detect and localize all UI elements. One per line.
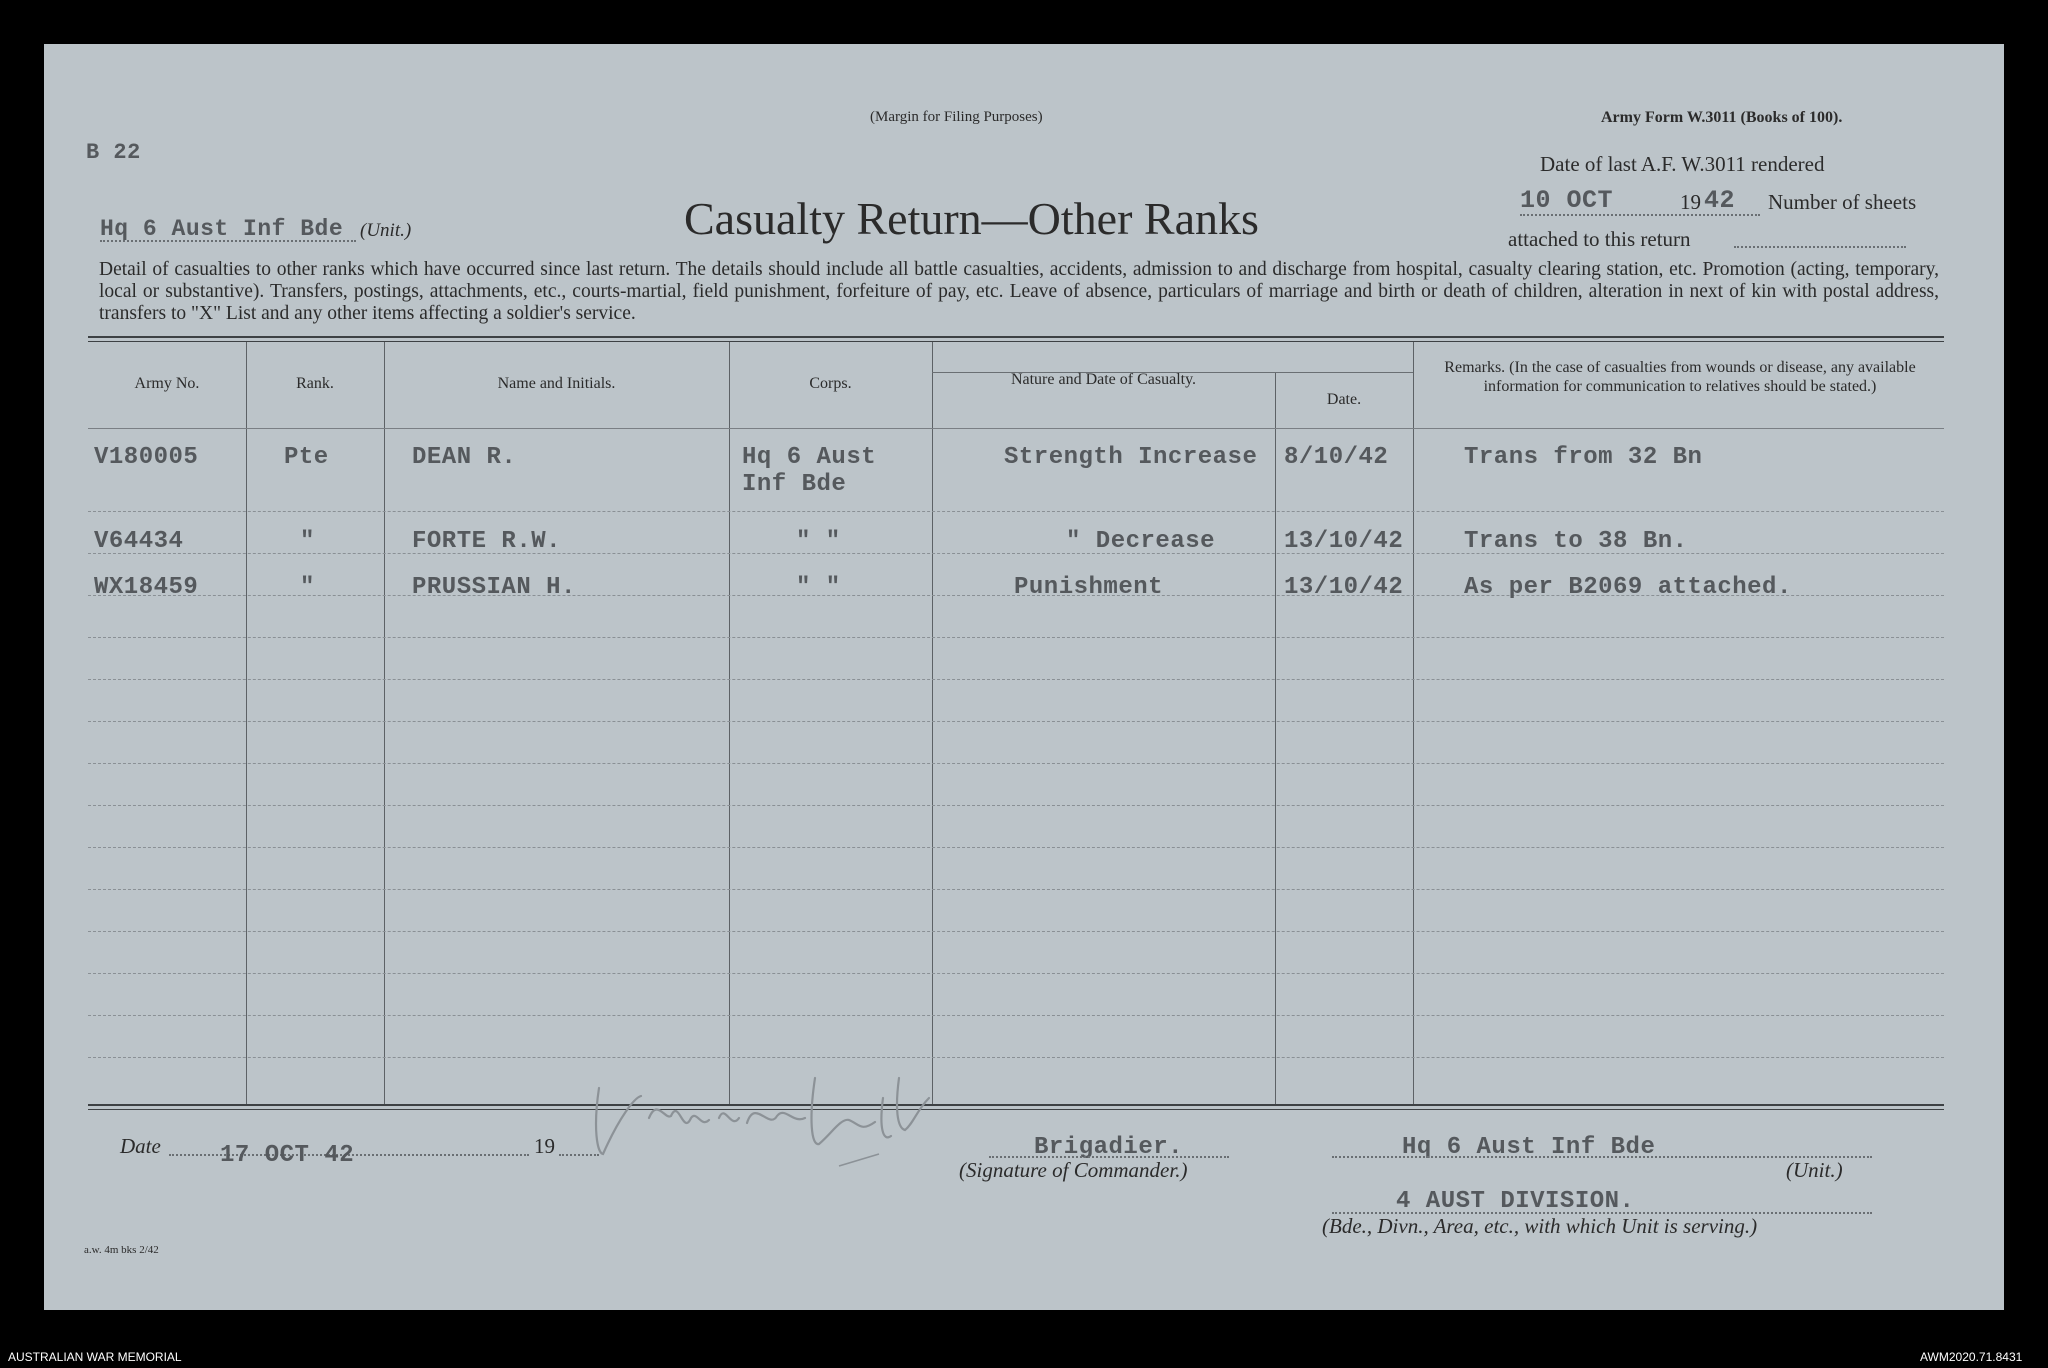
archive-reference: AWM2020.71.8431 — [1920, 1350, 2023, 1364]
page-title: Casualty Return—Other Ranks — [684, 193, 1259, 244]
year-prefix: 19 — [1680, 190, 1701, 214]
header-nature: Nature and Date of Casualty. — [1010, 371, 1197, 388]
row-2-remarks: Trans to 38 Bn. — [1464, 528, 1688, 555]
row-1-corps: Hq 6 Aust Inf Bde — [742, 444, 877, 498]
margin-note: (Margin for Filing Purposes) — [870, 109, 1043, 125]
row-3-corps: " " — [796, 574, 841, 601]
row-3-remarks: As per B2069 attached. — [1464, 574, 1792, 601]
row-2-nature: " Decrease — [1066, 528, 1216, 555]
intro-paragraph: Detail of casualties to other ranks which have occurred since last return. The details should include all battle casualties, accidents, admission to and discharge from hospital, casualty clearing station, etc. Promotion (acting, temporary, local or substantive). Transfers, postings, attachments, etc., courts-martial, field punishment, forfeiture of pay, etc. Leave of absence, particulars of marriage and birth or death of children, alteration in next of kin with postal address, transfers to "X" List and any other items affecting a soldier's service. — [99, 259, 1939, 324]
row-3-army-no: WX18459 — [94, 574, 199, 601]
division-value: 4 AUST DIVISION. — [1396, 1188, 1635, 1215]
date-last-label: Date of last A.F. W.3011 rendered — [1540, 152, 1825, 176]
print-code: a.w. 4m bks 2/42 — [84, 1244, 159, 1256]
row-2-date: 13/10/42 — [1284, 528, 1404, 555]
date-last-value: 10 OCT — [1520, 186, 1614, 215]
row-1-rank: Pte — [284, 444, 329, 471]
header-army-no: Army No. — [134, 375, 200, 392]
row-1-nature: Strength Increase — [1004, 444, 1258, 471]
row-2-rank: " — [300, 528, 315, 555]
row-1-name: DEAN R. — [412, 444, 517, 471]
row-1-remarks: Trans from 32 Bn — [1464, 444, 1703, 471]
row-3-nature: Punishment — [1014, 574, 1164, 601]
row-1-army-no: V180005 — [94, 444, 199, 471]
unit-label: (Unit.) — [360, 220, 412, 241]
footer-date-value: 17 OCT 42 — [220, 1142, 355, 1169]
form-sheet — [44, 44, 2004, 1310]
division-label: (Bde., Divn., Area, etc., with which Unit is serving.) — [1322, 1214, 1758, 1238]
form-number: Army Form W.3011 (Books of 100). — [1601, 109, 1843, 126]
year-value: 42 — [1704, 186, 1736, 215]
footer-unit-value: Hq 6 Aust Inf Bde — [1402, 1134, 1656, 1161]
row-2-name: FORTE R.W. — [412, 528, 562, 555]
row-3-rank: " — [300, 574, 315, 601]
header-remarks: Remarks. (In the case of casualties from wounds or disease, any available information for communication to relatives should be stated.) — [1444, 359, 1916, 395]
ref-code: B 22 — [86, 140, 141, 165]
attached-label: attached to this return — [1508, 227, 1691, 251]
header-date: Date. — [1326, 391, 1362, 408]
sheets-label: Number of sheets — [1768, 190, 1917, 214]
header-corps: Corps. — [809, 375, 852, 392]
header-name: Name and Initials. — [497, 375, 616, 392]
unit-value: Hq 6 Aust Inf Bde — [100, 216, 344, 242]
footer-year-prefix: 19 — [534, 1134, 555, 1158]
row-2-corps: " " — [796, 528, 841, 555]
row-3-date: 13/10/42 — [1284, 574, 1404, 601]
header-rank: Rank. — [296, 375, 334, 392]
row-1-date: 8/10/42 — [1284, 444, 1389, 471]
row-2-army-no: V64434 — [94, 528, 184, 555]
archive-institution: AUSTRALIAN WAR MEMORIAL — [8, 1350, 182, 1364]
commander-signature — [579, 1058, 1049, 1168]
signature-label: (Signature of Commander.) — [959, 1158, 1188, 1182]
footer-date-label: Date — [120, 1134, 161, 1158]
footer-unit-label: (Unit.) — [1786, 1158, 1843, 1182]
signature-rank: Brigadier. — [1034, 1134, 1184, 1161]
row-3-name: PRUSSIAN H. — [412, 574, 576, 601]
